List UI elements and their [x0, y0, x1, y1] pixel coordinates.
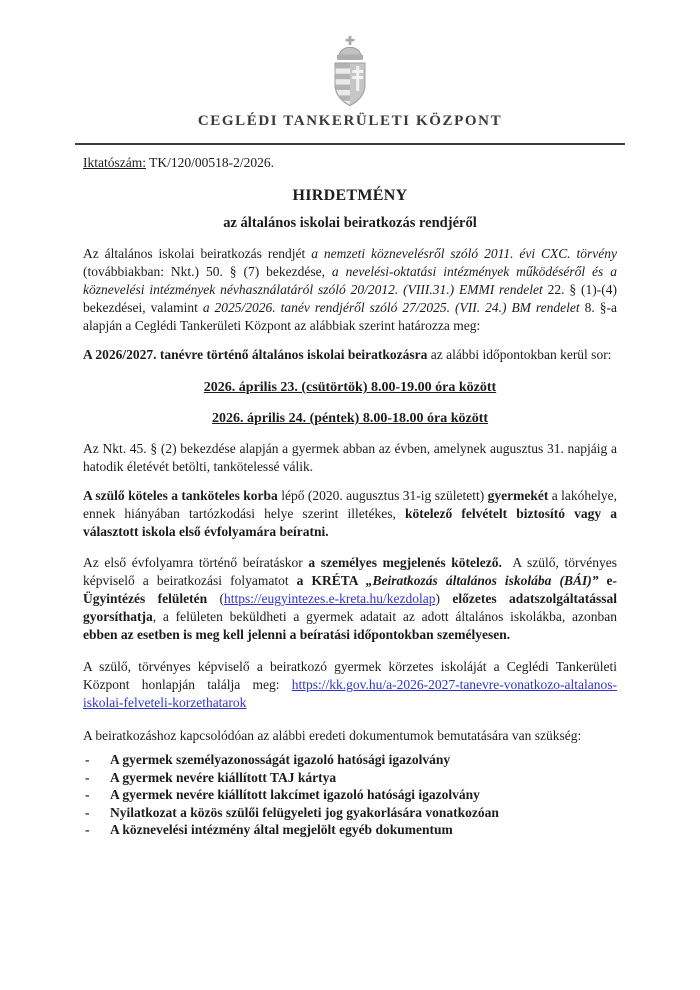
reference-label: Iktatószám: [83, 155, 146, 170]
text-run: ( [219, 591, 225, 606]
text-run: a 2025/2026. tanév rendjéről szóló 27/2025. (VII. 24.) BM rendelet [202, 300, 580, 315]
header-divider [75, 143, 625, 145]
paragraph-legal-basis [83, 245, 617, 335]
text-run: 8. §-a alapján a Ceglédi Tankerületi Központ az alábbiak szerint határozza meg: [83, 300, 617, 333]
list-item [83, 786, 617, 804]
dash-bullet: - [85, 752, 90, 767]
enrollment-date-2: 2026. április 24. (péntek) 8.00-18.00 óra között [211, 411, 489, 426]
hungarian-coat-of-arms-icon [324, 36, 376, 108]
required-documents-list [83, 751, 617, 839]
dash-bullet: - [85, 769, 90, 785]
text-run: kötelező felvételt biztosító vagy a választott iskola első évfolyamára beíratni. [83, 506, 618, 539]
text-run: a nevelési-oktatási intézmények működéséről és a köznevelési intézmények névhasználatáról szóló 20/2012. (VIII.31.) EMMI rendelet [83, 264, 617, 297]
text-run: előzetes adatszolgáltatással gyorsíthatja [83, 591, 617, 624]
paragraph-schedule-intro [83, 346, 617, 364]
text-run: a KRÉTA [296, 573, 366, 588]
text-run: gyermekét [487, 488, 549, 503]
list-item [83, 821, 617, 839]
text-run: lépő (2020. augusztus 31-ig született) [277, 488, 488, 503]
hyperlink[interactable]: https://eugyintezes.e-kreta.hu/kezdolap [224, 591, 436, 606]
list-item-text: A gyermek személyazonosságát igazoló hatósági igazolvány [110, 752, 451, 767]
text-run: az alábbi időpontokban kerül sor: [427, 347, 612, 362]
document-subtitle: az általános iskolai beiratkozás rendjéről [223, 215, 477, 231]
enrollment-date-1: 2026. április 23. (csütörtök) 8.00-19.00 óra között [203, 380, 497, 395]
paragraph-age-rule [83, 440, 617, 476]
list-item-text: A gyermek nevére kiállított TAJ kártya [110, 769, 337, 785]
text-run: A szülő köteles a tanköteles korba [83, 488, 278, 503]
text-run: 22. § (1)-(4) bekezdései, valamint [83, 282, 617, 315]
text-run: (továbbiakban: Nkt.) 50. § (7) bekezdése, [83, 264, 332, 279]
list-item-text: Nyilatkozat a közös szülői felügyeleti jog gyakorlására vonatkozóan [110, 804, 499, 820]
paragraph-school-districts [83, 658, 617, 712]
paragraph-documents-intro [83, 727, 617, 745]
dash-bullet: - [85, 822, 90, 837]
document-body [0, 143, 700, 839]
list-item [83, 804, 617, 822]
dash-bullet: - [85, 804, 90, 820]
text-run: A szülő, törvényes képviselő a beiratkozó gyermek körzetes iskoláját a Ceglédi Tankerületi Központ honlapján találja meg: [83, 659, 617, 692]
text-run: , a felületen beküldheti a gyermek adatait az adott általános iskolákba, azonban [152, 609, 617, 624]
list-item [83, 751, 617, 769]
paragraph-parent-duty [83, 487, 617, 541]
text-run: Az Nkt. 45. § (2) bekezdése alapján a gyermek abban az évben, amelynek augusztus 31. napjáig a hatodik életévét betölti, tankötelessé válik. [83, 441, 617, 474]
reference-number-line [83, 154, 617, 172]
list-item [83, 769, 617, 787]
dash-bullet: - [85, 787, 90, 802]
text-run: A beiratkozáshoz kapcsolódóan az alábbi eredeti dokumentumok bemutatására van szükség: [83, 728, 582, 743]
paragraph-kreta-enrollment [83, 554, 617, 644]
text-run: Az első évfolyamra történő beíratáskor [83, 555, 309, 570]
document-title: HIRDETMÉNY [292, 187, 408, 204]
text-run: Az általános iskolai beiratkozás rendjét [83, 246, 312, 261]
text-run: a személyes megjelenés kötelező. [308, 555, 502, 570]
text-run: A szülő, törvényes képviselő a beiratkozási folyamatot [83, 555, 617, 588]
text-run: e-Ügyintézés felületén [83, 573, 617, 606]
list-item-text: A gyermek nevére kiállított lakcímet igazoló hatósági igazolvány [110, 787, 480, 802]
organization-name: CEGLÉDI TANKERÜLETI KÖZPONT [197, 113, 503, 129]
text-run: a lakóhelye, ennek hiányában tartózkodási helye szerint illetékes, [83, 488, 617, 521]
hyperlink[interactable]: https://kk.gov.hu/a-2026-2027-tanevre-vonatkozo-altalanos-iskolai-felveteli-korzethatarok [83, 677, 617, 710]
text-run: „Beiratkozás általános iskolába (BÁI)” [365, 573, 599, 588]
text-run: ebben az esetben is meg kell jelenni a beíratási időpontokban személyesen. [83, 627, 511, 642]
list-item-text: A köznevelési intézmény által megjelölt egyéb dokumentum [110, 822, 453, 837]
reference-value: TK/120/00518-2/2026. [149, 155, 274, 170]
text-run: ) [435, 591, 453, 606]
text-run: a nemzeti köznevelésről szóló 2011. évi CXC. törvény [311, 246, 618, 261]
text-run: A 2026/2027. tanévre történő általános iskolai beiratkozásra [83, 347, 428, 362]
